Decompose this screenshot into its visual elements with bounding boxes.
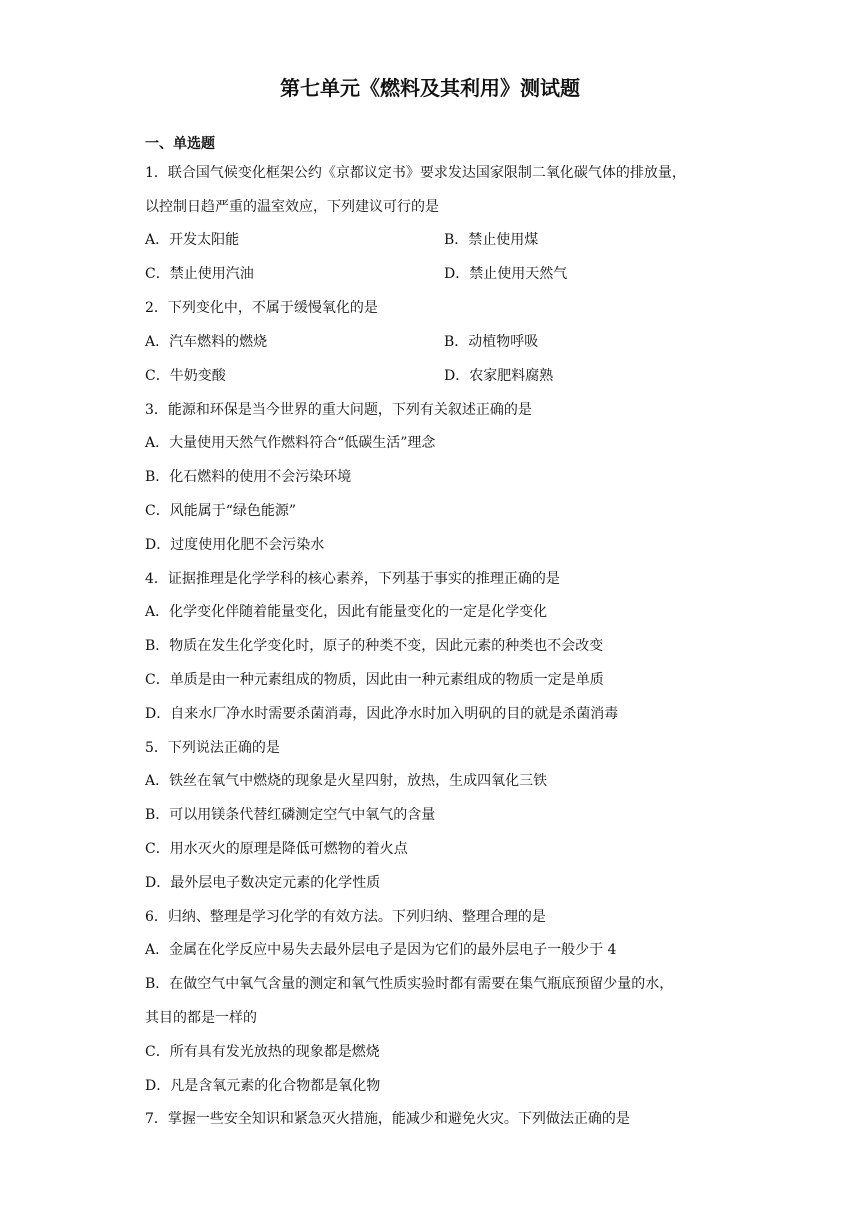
question-2-option-a: A．汽车燃料的燃烧 — [145, 334, 268, 350]
question-1-stem-line1: 1．联合国气候变化框架公约《京都议定书》要求发达国家限制二氧化碳气体的排放量， — [145, 165, 686, 181]
question-5-stem: 5．下列说法正确的是 — [145, 740, 280, 756]
question-6-option-c: C．所有具有发光放热的现象都是燃烧 — [145, 1044, 380, 1060]
page-title: 第七单元《燃料及其利用》测试题 — [280, 76, 580, 100]
question-5-option-c: C．用水灭火的原理是降低可燃物的着火点 — [145, 841, 408, 857]
section-heading: 一、单选题 — [145, 136, 215, 152]
question-2-option-c: C．牛奶变酸 — [145, 368, 226, 384]
question-1-option-c: C．禁止使用汽油 — [145, 266, 254, 282]
question-5-option-a: A．铁丝在氧气中燃烧的现象是火星四射，放热，生成四氧化三铁 — [145, 773, 548, 789]
question-7-stem: 7．掌握一些安全知识和紧急灭火措施，能减少和避免火灾。下列做法正确的是 — [145, 1111, 630, 1127]
question-4-option-d: D．自来水厂净水时需要杀菌消毒，因此净水时加入明矾的目的就是杀菌消毒 — [145, 706, 619, 722]
question-3-option-d: D．过度使用化肥不会污染水 — [145, 537, 325, 553]
question-3-option-b: B．化石燃料的使用不会污染环境 — [145, 469, 352, 485]
question-6-option-b-line1: B．在做空气中氧气含量的测定和氧气性质实验时都有需要在集气瓶底预留少量的水， — [145, 976, 674, 992]
question-6-option-b-line2: 其目的都是一样的 — [145, 1010, 257, 1026]
question-1-option-b: B．禁止使用煤 — [444, 232, 539, 248]
question-6-stem: 6．归纳、整理是学习化学的有效方法。下列归纳、整理合理的是 — [145, 909, 546, 925]
question-4-option-c: C．单质是由一种元素组成的物质，因此由一种元素组成的物质一定是单质 — [145, 672, 604, 688]
question-3-option-c: C．风能属于“绿色能源” — [145, 503, 297, 519]
question-5-option-b: B．可以用镁条代替红磷测定空气中氧气的含量 — [145, 807, 436, 823]
question-3-stem: 3．能源和环保是当今世界的重大问题，下列有关叙述正确的是 — [145, 402, 532, 418]
question-2-option-d: D．农家肥料腐熟 — [444, 368, 554, 384]
question-1-stem-line2: 以控制日趋严重的温室效应，下列建议可行的是 — [145, 199, 439, 215]
question-6-option-d: D．凡是含氧元素的化合物都是氧化物 — [145, 1078, 381, 1094]
question-4-stem: 4．证据推理是化学学科的核心素养，下列基于事实的推理正确的是 — [145, 571, 560, 587]
question-3-option-a: A．大量使用天然气作燃料符合“低碳生活”理念 — [145, 435, 436, 451]
question-4-option-a: A．化学变化伴随着能量变化，因此有能量变化的一定是化学变化 — [145, 604, 548, 620]
question-2-option-b: B．动植物呼吸 — [444, 334, 539, 350]
question-4-option-b: B．物质在发生化学变化时，原子的种类不变，因此元素的种类也不会改变 — [145, 638, 604, 654]
question-5-option-d: D．最外层电子数决定元素的化学性质 — [145, 875, 381, 891]
question-1-option-a: A．开发太阳能 — [145, 232, 240, 248]
question-1-option-d: D．禁止使用天然气 — [444, 266, 568, 282]
question-2-stem: 2．下列变化中，不属于缓慢氧化的是 — [145, 300, 378, 316]
question-6-option-a: A．金属在化学反应中易失去最外层电子是因为它们的最外层电子一般少于 4 — [145, 942, 617, 958]
